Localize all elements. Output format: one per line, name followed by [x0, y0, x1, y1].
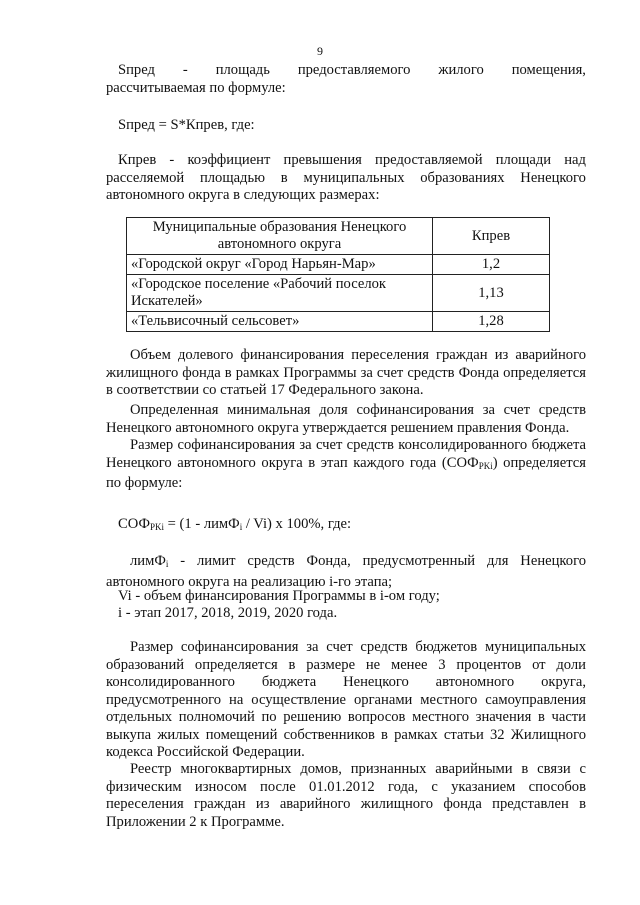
formula-spred: Sпред = S*Кпрев, где: [118, 117, 255, 133]
word: - [169, 152, 175, 168]
word: Ненецкого [520, 169, 586, 186]
formula-sof [118, 516, 586, 537]
table-row [127, 255, 550, 275]
kprev-line-1 [118, 152, 586, 170]
page-number: 9 [317, 44, 323, 58]
municipality-name: «Городской округ «Город Нарьян-Мар» [127, 255, 433, 275]
definition-i: i - этап 2017, 2018, 2019, 2020 года. [118, 605, 338, 621]
formula-part: / Vi) x 100%, где: [242, 516, 352, 532]
subscript: i [239, 522, 243, 532]
kprev-value: 1,13 [433, 275, 550, 312]
definition-term: лимФ [130, 553, 166, 569]
word: помещения, [511, 62, 586, 78]
header-municipality: Муниципальные образования Ненецкого автономного округа [127, 218, 433, 255]
table-row [127, 275, 550, 312]
kprev-value: 1,2 [433, 255, 550, 275]
table-header-row [127, 218, 550, 255]
coefficient-table [126, 217, 550, 332]
paragraph-municipal-budgets: Размер софинансирования за счет средств бюджетов муниципальных образований определяется в размере не менее 3 процентов от доли консолидированного бюджета Ненецкого автономного округа, предусмотренного на осуществление органами местного самоуправления отдельных полномочий по решению вопросов местного значения в части выкупа жилых помещений собственников в рамках статьи 32 Жилищного кодекса Российской Федерации. [106, 639, 586, 760]
word: в [280, 169, 288, 186]
word: предоставляемой [375, 152, 483, 168]
paragraph-min-share: Определенная минимальная доля софинансирования за счет средств Ненецкого автономного округа утверждается решением правления Фонда. [106, 402, 586, 436]
subscript: i [165, 559, 169, 569]
word: муниципальных [303, 169, 405, 186]
word: Кпрев [118, 152, 157, 168]
definition-lim [106, 553, 586, 591]
word: площадь [215, 62, 270, 78]
word: над [564, 152, 586, 168]
header-kprev: Кпрев [433, 218, 550, 255]
definition-text: - лимит средств Фонда, предусмотренный для Ненецкого автономного округа на реализацию i-го этапа; [106, 553, 586, 590]
word: расселяемой [106, 169, 185, 186]
cofinancing-size-text: Размер софинансирования за счет средств консолидированного бюджета Ненецкого автономного округа в этап каждого года (СОФ [106, 437, 586, 471]
cofinancing-size-tail: ) определяется по формуле: [106, 454, 586, 491]
table-row [127, 312, 550, 332]
subscript: PKi [478, 460, 493, 471]
subscript: PKi [149, 522, 164, 532]
paragraph-spred-definition [106, 62, 586, 97]
word: образованиях [420, 169, 505, 186]
spred-line-1 [118, 62, 586, 80]
word: площади [495, 152, 552, 168]
word: - [182, 62, 188, 78]
spred-line-2: рассчитываемая по формуле: [106, 79, 286, 96]
paragraph-volume: Объем долевого финансирования переселения граждан из аварийного жилищного фонда в рамках Программы за счет средств Фонда определяется в соответствии со статьей 17 Федерального закона. [106, 347, 586, 398]
kprev-line-2 [106, 170, 586, 188]
word: жилого [438, 62, 484, 78]
kprev-value: 1,28 [433, 312, 550, 332]
word: превышения [283, 152, 362, 168]
word: коэффициент [187, 152, 271, 168]
municipality-name: «Тельвисочный сельсовет» [127, 312, 433, 332]
paragraph-kprev-definition [106, 152, 586, 205]
word: предоставляемого [297, 62, 411, 78]
kprev-line-3: автономного округа в следующих размерах: [106, 187, 380, 203]
formula-part: = (1 - лимФ [164, 516, 240, 532]
municipality-name: «Городское поселение «Рабочий поселок Искателей» [127, 275, 433, 312]
formula-part: СОФ [118, 516, 150, 532]
definition-vi: Vi - объем финансирования Программы в i-ом году; [118, 588, 440, 604]
paragraph-registry: Реестр многоквартирных домов, признанных аварийными в связи с физическим износом после 01.01.2012 года, с указанием способов переселения граждан из аварийного жилищного фонда представлен в Приложении 2 к Программе. [106, 761, 586, 830]
word: Sпред [118, 62, 155, 78]
paragraph-cofinancing-size [106, 437, 586, 493]
word: площадью [199, 169, 266, 186]
